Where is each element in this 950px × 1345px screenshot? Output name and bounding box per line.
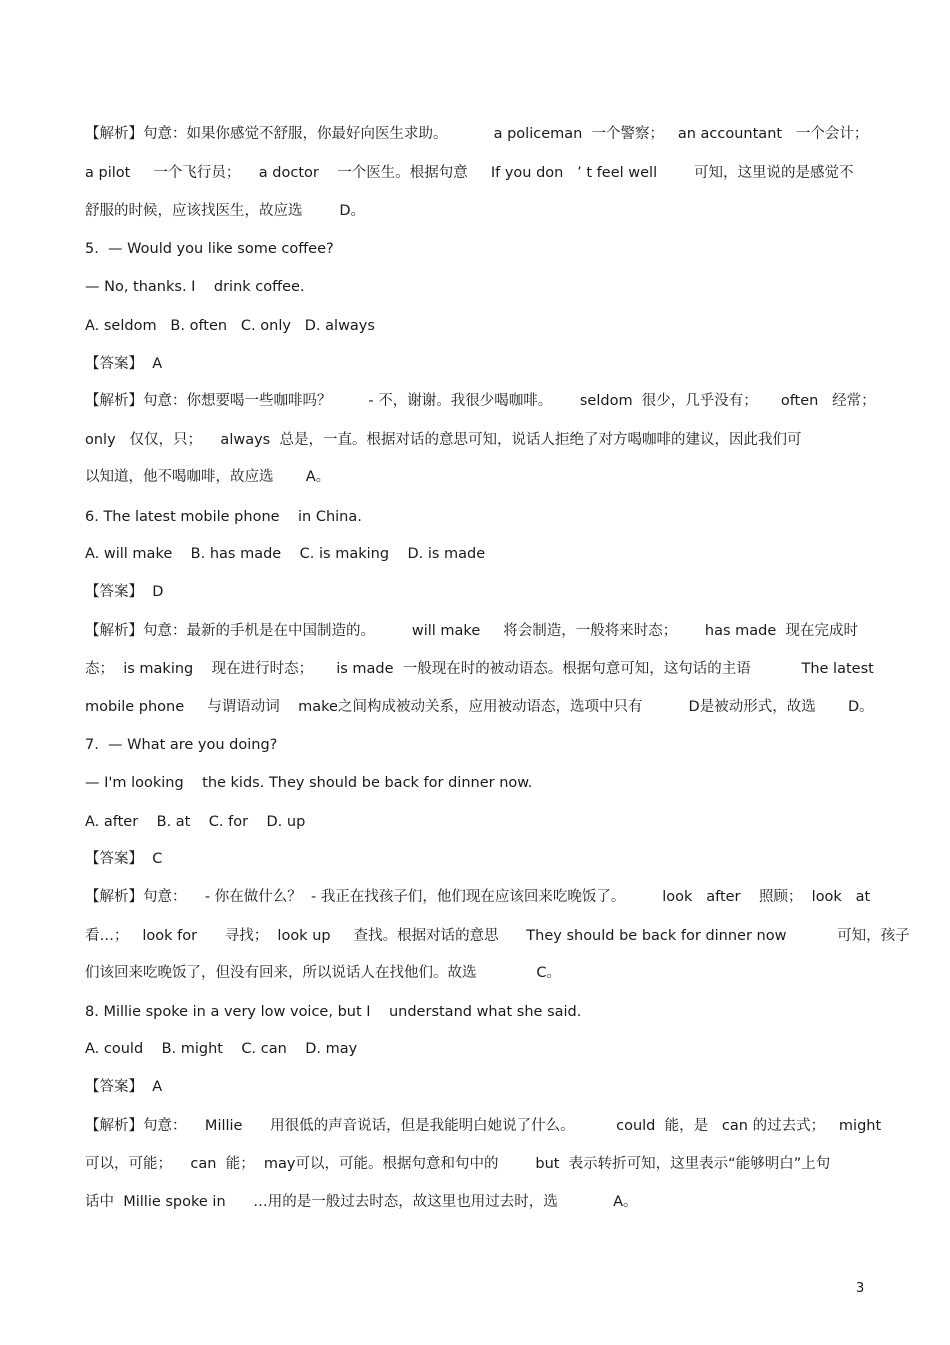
text-line: 舒服的时候，应该找医生，故应选 D。 [85,203,366,219]
text-line: 【解析】句意：如果你感觉不舒服，你最好向医生求助。 a policeman 一个警察； an accountant 一个会计； [85,126,869,142]
page-number: 3 [856,1281,865,1296]
analysis-line: 【解析】句意：你想要喝一些咖啡吗？ - 不，谢谢。我很少喝咖啡。 seldom 很少，几乎没有； often 经常； [85,393,876,409]
analysis-line: 【解析】句意： Millie 用很低的声音说话，但是我能明白她说了什么。 could 能，是 can 的过去式； might [85,1118,882,1134]
answer-line: 【答案】 D [85,584,164,600]
question-8: 8. Millie spoke in a very low voice, but I understand what she said. [85,1004,582,1020]
answer-line: 【答案】 A [85,1079,163,1095]
options-line: A. seldom B. often C. only D. always [85,318,375,334]
text-line: 可以，可能； can 能； may可以，可能。根据句意和句中的 but 表示转折可知，这里表示“能够明白”上句 [85,1156,831,1172]
analysis-line: 【解析】句意：最新的手机是在中国制造的。 will make 将会制造，一般将来时态； has made 现在完成时 [85,623,859,639]
options-line: A. could B. might C. can D. may [85,1041,358,1057]
text-line: 话中 Millie spoke in …用的是一般过去时态，故这里也用过去时，选 A。 [85,1194,638,1210]
text-line: a pilot 一个飞行员； a doctor 一个医生。根据句意 If you don ’ t feel well 可知，这里说的是感觉不 [85,165,854,181]
analysis-line: 【解析】句意： - 你在做什么？ - 我正在找孩子们，他们现在应该回来吃晚饭了。 look after 照顾； look at [85,889,871,905]
text-line: mobile phone 与谓语动词 make之间构成被动关系，应用被动语态，选项中只有 D是被动形式，故选 D。 [85,699,874,715]
question-6: 6. The latest mobile phone in China. [85,509,362,525]
text-line: 态； is making 现在进行时态； is made 一般现在时的被动语态。根据句意可知，这句话的主语 The latest [85,661,874,677]
text-line: 们该回来吃晚饭了，但没有回来，所以说话人在找他们。故选 C。 [85,965,562,981]
answer-line: 【答案】 A [85,356,163,372]
text-line: 看…； look for 寻找； look up 查找。根据对话的意思 They should be back for dinner now 可知，孩子 [85,928,910,944]
options-line: A. after B. at C. for D. up [85,814,306,830]
text-line: only 仅仅，只； always 总是，一直。根据对话的意思可知，说话人拒绝了对方喝咖啡的建议，因此我们可 [85,432,802,448]
answer-line: 【答案】 C [85,851,163,867]
text-line: — I'm looking the kids. They should be back for dinner now. [85,775,533,791]
options-line: A. will make B. has made C. is making D. is made [85,546,486,562]
question-7: 7. — What are you doing? [85,737,278,753]
text-line: — No, thanks. I drink coffee. [85,279,305,295]
text-line: 以知道，他不喝咖啡，故应选 A。 [85,469,331,485]
question-5: 5. — Would you like some coffee? [85,241,334,257]
